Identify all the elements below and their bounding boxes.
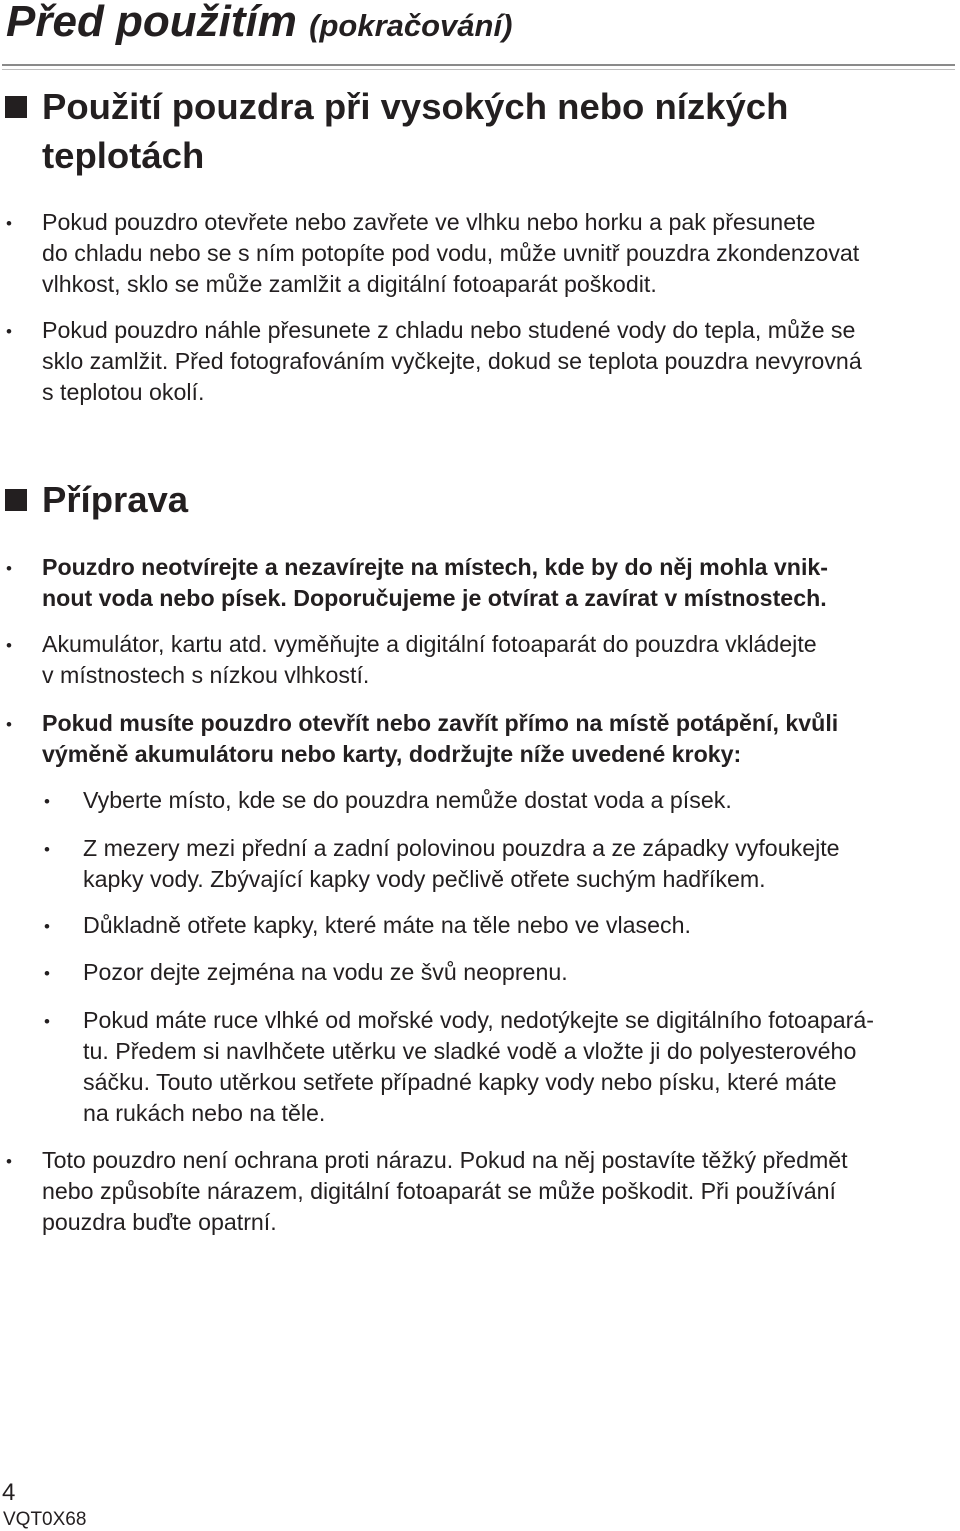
heading-line: Příprava xyxy=(42,479,189,520)
sub-bullet-icon: • xyxy=(44,917,50,936)
list-item xyxy=(42,207,859,300)
title-rule-thin xyxy=(2,69,955,70)
text-line: nebo způsobíte nárazem, digitální fotoaparát se může poškodit. Při používání xyxy=(42,1178,837,1204)
text-line: nout voda nebo písek. Doporučujeme je otvírat a zavírat v místnostech. xyxy=(42,585,827,611)
text-line: tu. Předem si navlhčete utěrku ve sladké vodě a vložte ji do polyesterového xyxy=(83,1038,857,1064)
page-title-continued: (pokračování) xyxy=(309,8,513,43)
text-line: Pokud musíte pouzdro otevřít nebo zavřít přímo na místě potápění, kvůli xyxy=(42,710,839,736)
sub-list-item xyxy=(83,957,568,988)
sub-list-item xyxy=(83,910,691,941)
list-item xyxy=(42,315,862,408)
heading-line: Použití pouzdra při vysokých nebo nízkých xyxy=(42,86,789,127)
list-item xyxy=(42,708,838,770)
sub-list-item xyxy=(83,833,840,895)
bullet-icon: • xyxy=(6,214,12,233)
list-item xyxy=(42,629,817,691)
text-line: Pozor dejte zejména na vodu ze švů neoprenu. xyxy=(83,959,568,985)
sub-list-item xyxy=(83,785,732,816)
sub-bullet-icon: • xyxy=(44,1012,50,1031)
text-line: pouzdra buďte opatrní. xyxy=(42,1209,277,1235)
text-line: sáčku. Touto utěrkou setřete případné kapky vody nebo písku, které máte xyxy=(83,1069,837,1095)
text-line: Pokud pouzdro otevřete nebo zavřete ve vlhku nebo horku a pak přesunete xyxy=(42,209,816,235)
page-title xyxy=(6,0,512,50)
text-line: Pokud máte ruce vlhké od mořské vody, nedotýkejte se digitálního fotoapará- xyxy=(83,1007,874,1033)
text-line: Pokud pouzdro náhle přesunete z chladu nebo studené vody do tepla, může se xyxy=(42,317,856,343)
sub-bullet-icon: • xyxy=(44,792,50,811)
heading-line: teplotách xyxy=(42,135,205,176)
bullet-icon: • xyxy=(6,715,12,734)
bullet-icon: • xyxy=(6,322,12,341)
text-line: Toto pouzdro není ochrana proti nárazu. Pokud na něj postavíte těžký předmět xyxy=(42,1147,848,1173)
bullet-icon: • xyxy=(6,1152,12,1171)
text-line: na rukách nebo na těle. xyxy=(83,1100,326,1126)
section-heading-temperature xyxy=(42,82,788,180)
title-rule xyxy=(2,64,955,66)
text-line: s teplotou okolí. xyxy=(42,379,205,405)
text-line: Důkladně otřete kapky, které máte na těle nebo ve vlasech. xyxy=(83,912,691,938)
section-heading-preparation xyxy=(42,475,188,524)
sub-bullet-icon: • xyxy=(44,964,50,983)
text-line: Vyberte místo, kde se do pouzdra nemůže dostat voda a písek. xyxy=(83,787,732,813)
text-line: výměně akumulátoru nebo karty, dodržujte níže uvedené kroky: xyxy=(42,741,742,767)
text-line: kapky vody. Zbývající kapky vody pečlivě otřete suchým hadříkem. xyxy=(83,866,766,892)
section-marker-icon xyxy=(5,489,27,511)
text-line: Pouzdro neotvírejte a nezavírejte na místech, kde by do něj mohla vnik- xyxy=(42,554,829,580)
text-line: v místnostech s nízkou vlhkostí. xyxy=(42,662,370,688)
text-line: do chladu nebo se s ním potopíte pod vodu, může uvnitř pouzdra zkondenzovat xyxy=(42,240,860,266)
sub-list-item xyxy=(83,1005,874,1129)
page-title-text: Před použitím xyxy=(6,0,297,46)
page-number: 4 xyxy=(2,1479,16,1506)
section-marker-icon xyxy=(5,96,27,118)
bullet-icon: • xyxy=(6,636,12,655)
list-item xyxy=(42,1145,848,1238)
text-line: Akumulátor, kartu atd. vyměňujte a digitální fotoaparát do pouzdra vkládejte xyxy=(42,631,817,657)
bullet-icon: • xyxy=(6,559,12,578)
list-item xyxy=(42,552,828,614)
document-code: VQT0X68 xyxy=(3,1509,87,1530)
text-line: vlhkost, sklo se může zamlžit a digitální fotoaparát poškodit. xyxy=(42,271,657,297)
sub-bullet-icon: • xyxy=(44,840,50,859)
text-line: sklo zamlžit. Před fotografováním vyčkejte, dokud se teplota pouzdra nevyrovná xyxy=(42,348,862,374)
text-line: Z mezery mezi přední a zadní polovinou pouzdra a ze západky vyfoukejte xyxy=(83,835,840,861)
